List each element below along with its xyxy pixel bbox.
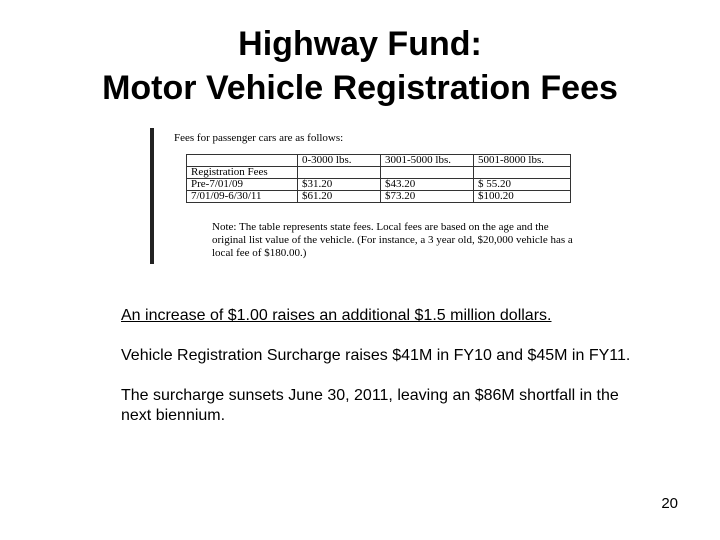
fee-table-row (187, 179, 571, 191)
page-number: 20 (661, 495, 678, 512)
fee-table-cell: $100.20 (474, 191, 571, 203)
fee-table-cell: $73.20 (381, 191, 474, 203)
fee-table-cell: $31.20 (298, 179, 381, 191)
fee-table-note: Note: The table represents state fees. Local fees are based on the age and the original list value of the vehicle. (For instance, a 3 year old, $20,000 vehicle has a local fee of $180.00.) (212, 221, 573, 259)
title-line-2: Motor Vehicle Registration Fees (102, 69, 618, 107)
bullet-sunset: The surcharge sunsets June 30, 2011, leaving an $86M shortfall in the next biennium. (121, 387, 619, 424)
slide-body (121, 306, 651, 446)
fee-table-row (187, 191, 571, 203)
fee-table-cell: $43.20 (381, 179, 474, 191)
fee-table-intro: Fees for passenger cars are as follows: (174, 132, 344, 144)
fee-table-row (187, 167, 571, 179)
slide-title (0, 22, 720, 110)
scan-edge-bar (150, 128, 154, 264)
fee-table-header-cell: 0-3000 lbs. (298, 155, 381, 167)
fee-table-header-cell (187, 155, 298, 167)
fee-table-cell: Registration Fees (187, 167, 298, 179)
fee-table-cell: $ 55.20 (474, 179, 571, 191)
fee-table-header-row (187, 155, 571, 167)
fee-table-cell: 7/01/09-6/30/11 (187, 191, 298, 203)
fee-table-cell (298, 167, 381, 179)
title-line-1: Highway Fund: (238, 25, 482, 63)
fee-table-cell: $61.20 (298, 191, 381, 203)
fee-table-cell (381, 167, 474, 179)
fee-table-cell (474, 167, 571, 179)
scanned-fee-table-image (150, 128, 580, 268)
bullet-surcharge: Vehicle Registration Surcharge raises $41M in FY10 and $45M in FY11. (121, 347, 631, 364)
fee-table-cell: Pre-7/01/09 (187, 179, 298, 191)
fee-table-header-cell: 5001-8000 lbs. (474, 155, 571, 167)
fee-table-header-cell: 3001-5000 lbs. (381, 155, 474, 167)
bullet-increase: An increase of $1.00 raises an additional $1.5 million dollars. (121, 307, 552, 324)
fee-table (186, 154, 571, 203)
